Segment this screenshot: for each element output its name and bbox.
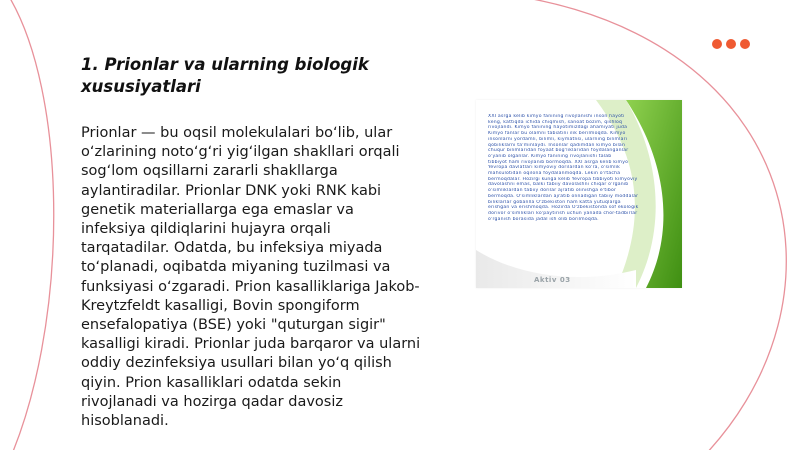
document-text-line: Kimyo fanlar bu olamni tabiatini ilik berilmoqda. Kimyo: [488, 131, 626, 137]
decorative-dot: [712, 39, 722, 49]
document-text-line: tibbiyot ham rivojlanib bormoqda. XXI asrga kelib kimyo: [488, 159, 629, 165]
document-scan-image: [476, 100, 682, 288]
decorative-dots: [712, 39, 750, 49]
document-text-line: davolashni emas, balki tabiiy davolashni chiqar o'rganib: [488, 182, 629, 188]
slide-body-text: Prionlar — bu oqsil molekulalari boʻlib, ular oʻzlarining notoʻgʻri yigʻilgan shakllari orqali sogʻlom oqsillarni zararli shakllarga aylantiradilar. Prionlar DNK yoki RNK kabi genetik materiallarga ega emaslar va infeksiya qildiqlarini hujayra orqali tarqatadilar. Odatda, bu infeksiya miyada toʻplanadi, oqibatda miyaning tuzilmasi va funksiyasi oʻzgaradi. Prion kasalliklariga Jakob-Kreytzfeldt kasalligi, Bovin spongiform ensefalopatiya (BSE) yoki "quturgan sigir" kasalligi kiradi. Prionlar juda barqaror va ularni oddiy dezinfeksiya usullari bilan yoʻq qilish qiyin. Prion kasalliklari odatda sekin rivojlanadi va hozirga qadar davosiz hisoblanadi.: [81, 125, 421, 430]
left-arc: [5, 0, 54, 450]
document-text-line: qobiliklarni ta'minlaydi. Insonlar qadimdan kimyo bilan: [488, 142, 626, 148]
document-text-line: biliklarlar gobanlla O'zbekiston ham katta yutuqlarga: [488, 199, 621, 205]
document-text-line: keng, kattiqda ichida chiqmish, sanoat bozim, qishloq: [488, 119, 623, 125]
document-text-line: chuqur bilimlaridan foyaat bog'liklaridan foydalanganlar: [488, 148, 629, 154]
document-text-line: rivojlandi. Kimyo fanining hayotimizdagi ahamiyati juda: [488, 125, 628, 131]
document-text-line: bermoqdalar. Hozirgi kunga kelib Yevropa tibbiyoti kimyoviy: [488, 176, 638, 182]
document-text-line: bermoqda. O'simliklardan ajratib olinadigan tabiiy moddalar: [488, 193, 639, 199]
document-text-line: XXI asrga kelib kimyo fanining rivojlanishi inson hayoti: [488, 114, 625, 119]
document-text-line: insonlarni yordamli, bilimli, kiymatlisi, ularning bilimlari: [488, 136, 628, 142]
document-text-line: o'rganish borasida jadal ish olib borilmoqda.: [488, 216, 599, 222]
document-watermark: Aktiv 03: [534, 276, 571, 284]
slide-title: 1. Prionlar va ularning biologik xususiyatlari: [81, 55, 369, 96]
document-text-line: o'simliklardan tabiiy dorilar ajratib olinishga e'tibor: [488, 188, 617, 194]
document-text-block: [488, 114, 668, 222]
document-text-line: Yevropa davlatlari kimyoviy dorilardan ko'ra, o'simlik: [488, 165, 621, 171]
document-text-line: dorivor o'simliklari ko'paytirish uchun yanada chor-tadbirlar: [488, 210, 638, 216]
decorative-dot: [726, 39, 736, 49]
document-text-line: erishgan va erishmoqda. Hozirda O'zbekistonda sof ekologik: [488, 205, 639, 211]
decorative-dot: [740, 39, 750, 49]
document-text-line: mahsulotidan oqilona foydalanmoqda. Lekin o'rtacha: [488, 171, 621, 177]
document-text-line: o'yanib olganlar. Kimyo fanining rivojlanishi talab: [488, 153, 612, 159]
